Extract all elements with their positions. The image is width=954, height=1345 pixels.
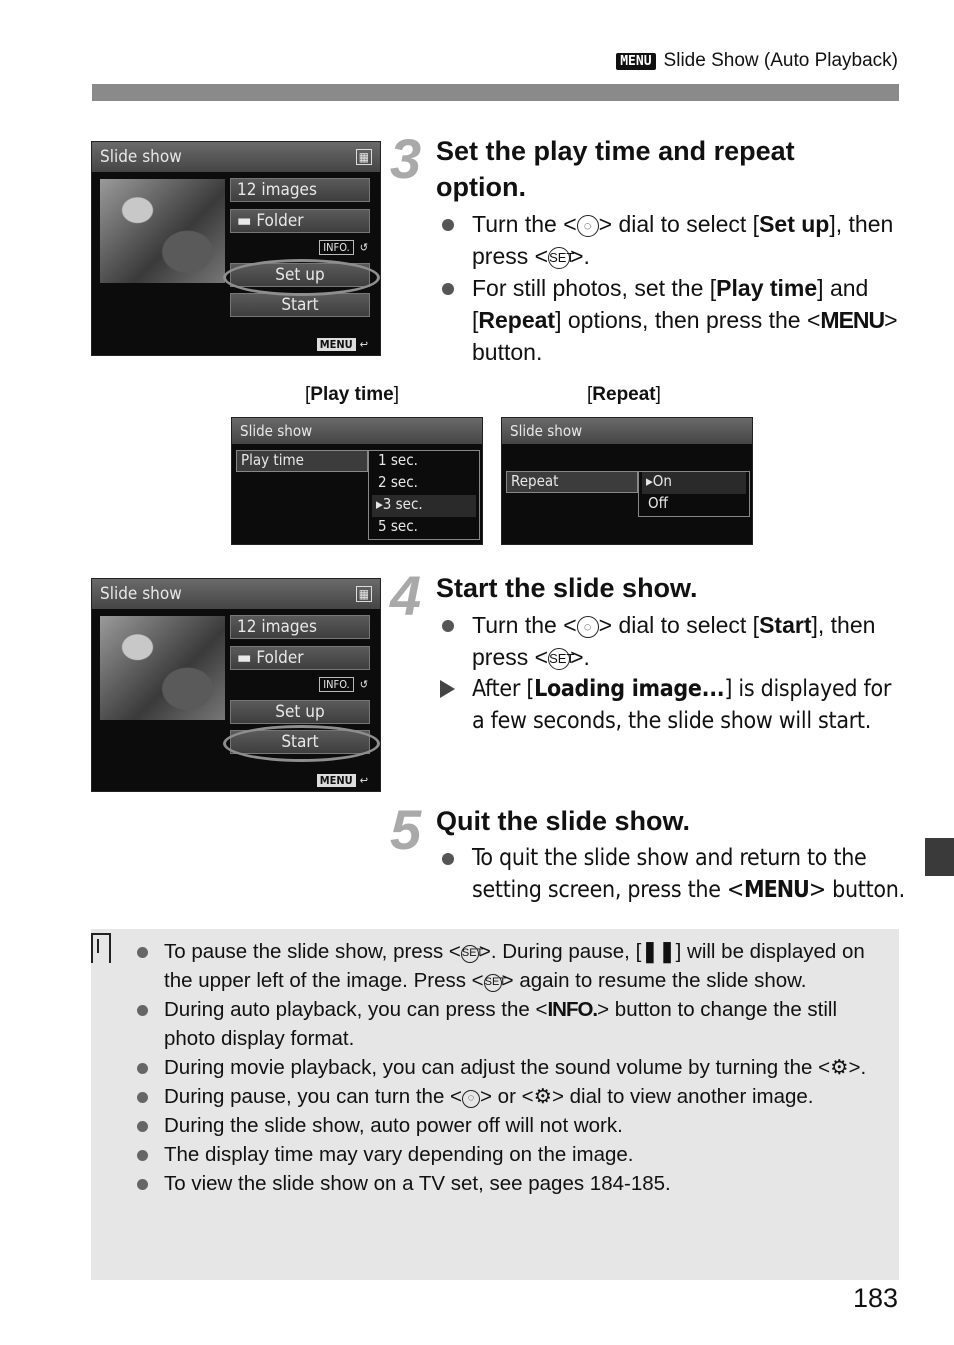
lcd-title: Slide show: [100, 147, 182, 167]
option-item: 1 sec.: [378, 451, 418, 469]
step-title: Quit the slide show.: [436, 806, 691, 836]
preview-photo: [100, 616, 225, 720]
note-icon: [91, 933, 111, 963]
start-button: Start: [230, 293, 370, 317]
option-item: 5 sec.: [378, 517, 418, 535]
lcd-titlebar: [502, 418, 752, 444]
info-row: [319, 240, 368, 255]
selection-marker-icon: ▸: [646, 472, 653, 490]
quick-control-dial-icon: ◌: [577, 616, 599, 638]
lcd-titlebar: [92, 579, 380, 609]
option-item-selected: ▸3 sec.: [372, 495, 476, 517]
notes-box: [91, 929, 899, 1280]
card-icon: ▦: [356, 149, 372, 165]
folder-icon: ▬: [237, 211, 252, 231]
note-item: The display time may vary depending on the image.: [135, 1140, 885, 1169]
setup-button: Set up: [230, 700, 370, 724]
option-item: Off: [648, 494, 668, 512]
folder-button: [230, 646, 370, 670]
rotate-icon: ↺: [359, 678, 368, 691]
note-item: During the slide show, auto power off will not work.: [135, 1111, 885, 1140]
step-bullets: [436, 842, 906, 906]
option-item-selected: ▸On: [642, 472, 746, 494]
set-button-icon: SET: [548, 648, 570, 670]
preview-photo: [100, 179, 225, 283]
set-button-icon: SET: [484, 974, 502, 992]
lcd-playtime-screen: [231, 417, 483, 545]
note-item: During pause, you can turn the < ◌ > or <⚙> dial to view another image.: [135, 1082, 885, 1111]
note-item: To view the slide show on a TV set, see pages 184-185.: [135, 1169, 885, 1198]
lcd-repeat-screen: [501, 417, 753, 545]
quick-control-dial-icon: ◌: [577, 215, 599, 237]
menu-key-label: MENU: [317, 774, 356, 787]
step-title: Start the slide show.: [436, 573, 698, 603]
option-item: 2 sec.: [378, 473, 418, 491]
step-bullets: [436, 208, 906, 368]
menu-key-label: MENU: [317, 338, 356, 351]
quick-control-dial-icon: ◌: [462, 1090, 480, 1108]
menu-button-icon: MENU: [820, 307, 885, 333]
caption-repeat: [Repeat]: [587, 384, 661, 405]
menu-button-icon: MENU: [743, 877, 809, 903]
card-icon: ▦: [356, 586, 372, 602]
highlight-oval: [223, 259, 380, 296]
back-icon: ↩: [359, 774, 368, 787]
bullet-item: Turn the < ◌ > dial to select [Start], then press <SET>.: [436, 609, 906, 673]
note-item: During auto playback, you can press the <INFO.> button to change the still photo display format.: [135, 995, 885, 1053]
set-button-icon: SET: [548, 247, 570, 269]
selection-marker-icon: ▸: [376, 495, 383, 513]
folder-label: Folder: [256, 648, 304, 668]
images-count-button: 12 images: [230, 615, 370, 639]
header-rule: [92, 84, 899, 101]
repeat-row-label: Repeat: [506, 471, 638, 493]
lcd-footer: [317, 774, 368, 787]
info-label: INFO.: [319, 240, 354, 255]
caption-play-time: [Play time]: [305, 384, 399, 405]
note-item: To pause the slide show, press <SET>. During pause, [❚❚] will be displayed on the upper left of the image. Press <SET> again to resume the slide show.: [135, 937, 885, 995]
folder-button: [230, 209, 370, 233]
page-header: [616, 50, 898, 72]
setup-button: Set up: [230, 263, 370, 287]
bullet-item: To quit the slide show and return to the setting screen, press the <MENU> button.: [436, 842, 906, 906]
folder-icon: ▬: [237, 648, 252, 668]
info-label: INFO.: [319, 677, 354, 692]
rotate-icon: ↺: [359, 241, 368, 254]
set-button-icon: SET: [461, 945, 479, 963]
folder-label: Folder: [256, 211, 304, 231]
lcd-start-screen: [91, 578, 381, 792]
lcd-footer: [317, 338, 368, 351]
start-button: Start: [230, 730, 370, 754]
step-number: 5: [390, 798, 422, 861]
result-item: After [Loading image...] is displayed for a few seconds, the slide show will start.: [436, 673, 906, 737]
main-dial-icon: ⚙: [533, 1085, 552, 1108]
pause-icon: ❚❚: [641, 940, 676, 963]
info-row: [319, 677, 368, 692]
lcd-titlebar: [92, 142, 380, 172]
images-count-button: 12 images: [230, 178, 370, 202]
bullet-item: For still photos, set the [Play time] and [Repeat] options, then press the <MENU> button.: [436, 272, 906, 368]
step-bullets: [436, 609, 906, 737]
menu-badge: MENU: [616, 53, 655, 70]
notes-list: [135, 937, 885, 1198]
play-time-row-label: Play time: [236, 450, 368, 472]
page-number: 183: [852, 1283, 898, 1313]
lcd-titlebar: [232, 418, 482, 444]
lcd-setup-screen: [91, 141, 381, 356]
step-title: Set the play time and repeat option.: [436, 136, 795, 202]
bullet-item: Turn the < ◌ > dial to select [Set up], then press <SET>.: [436, 208, 906, 272]
main-dial-icon: ⚙: [830, 1056, 849, 1079]
lcd-title: Slide show: [510, 422, 583, 440]
lcd-title: Slide show: [100, 584, 182, 604]
info-button-icon: INFO.: [547, 998, 598, 1021]
lcd-title: Slide show: [240, 422, 313, 440]
highlight-oval: [223, 725, 380, 762]
chapter-tab: [925, 838, 954, 876]
step-number: 4: [390, 564, 422, 627]
back-icon: ↩: [359, 338, 368, 351]
section-title: Slide Show (Auto Playback): [663, 50, 898, 71]
note-item: During movie playback, you can adjust the sound volume by turning the <⚙>.: [135, 1053, 885, 1082]
step-number: 3: [390, 127, 422, 190]
